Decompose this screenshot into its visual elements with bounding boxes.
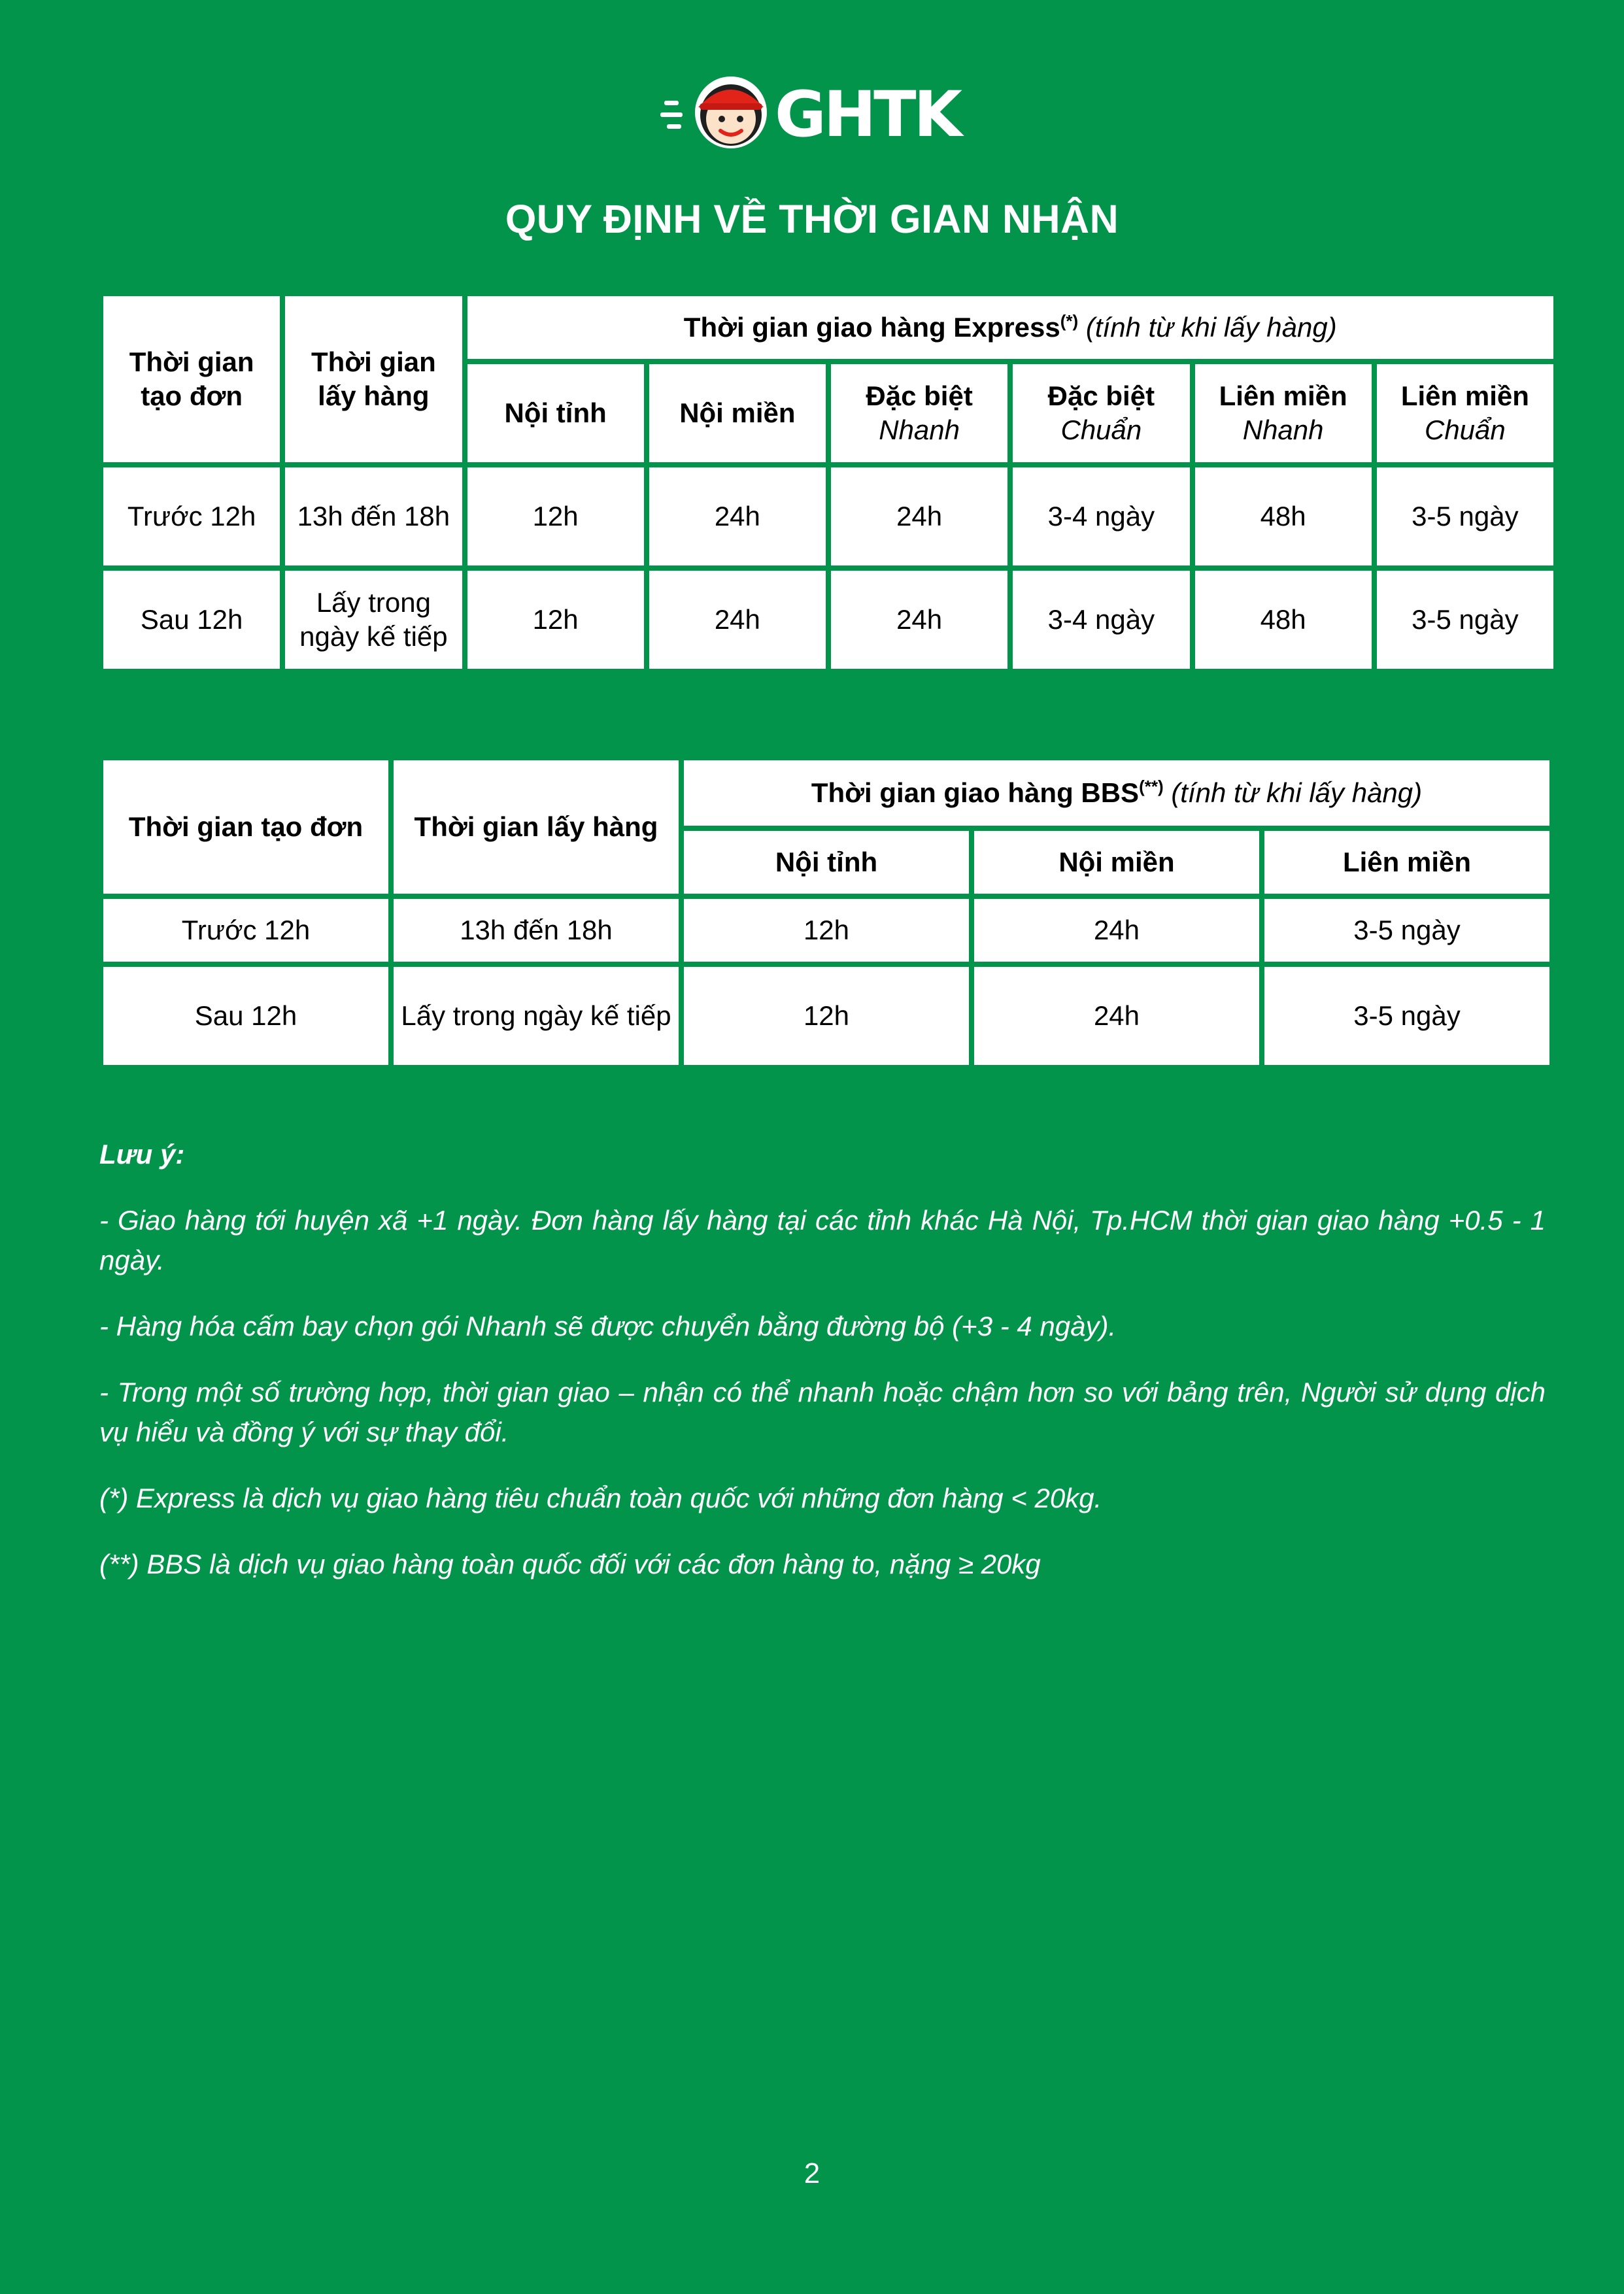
subheader-cell: Liên miền Chuẩn	[1377, 364, 1553, 462]
bbs-group-title: Thời gian giao hàng BBS	[811, 777, 1140, 808]
note-item: - Hàng hóa cấm bay chọn gói Nhanh sẽ được chuyển bằng đường bộ (+3 - 4 ngày).	[99, 1311, 1117, 1341]
subheader-cell: Nội tỉnh	[684, 831, 969, 894]
note-item: (**) BBS là dịch vụ giao hàng toàn quốc đối với các đơn hàng to, nặng ≥ 20kg	[99, 1549, 1041, 1579]
cell-value: 24h	[831, 467, 1007, 565]
note-item: - Trong một số trường hợp, thời gian giao – nhận có thể nhanh hoặc chậm hơn so với bảng trên, Người sử dụng dịch vụ hiểu và đồng ý với sự thay đổi.	[99, 1377, 1546, 1447]
cell-value: 12h	[467, 571, 644, 669]
cell-value: 3-5 ngày	[1377, 467, 1553, 565]
page-title: QUY ĐỊNH VỀ THỜI GIAN NHẬN	[505, 197, 1119, 241]
header-bbs-group	[684, 760, 1549, 826]
cell-value: 3-5 ngày	[1264, 899, 1549, 962]
table-row	[103, 899, 1549, 962]
cell-pickup: Lấy trong ngày kế tiếp	[394, 967, 679, 1065]
page-number: 2	[804, 2157, 820, 2189]
cell-value: 24h	[831, 571, 1007, 669]
express-group-sup: (*)	[1060, 311, 1079, 331]
cell-pickup: 13h đến 18h	[285, 467, 462, 565]
ghtk-logo	[660, 73, 968, 152]
cell-create: Sau 12h	[103, 571, 280, 669]
express-group-note: (tính từ khi lấy hàng)	[1085, 311, 1337, 343]
subheader-cell: Nội miền	[649, 364, 826, 462]
cell-value: 48h	[1195, 571, 1372, 669]
cell-create: Trước 12h	[103, 467, 280, 565]
cell-value: 3-4 ngày	[1013, 571, 1189, 669]
logo-wordmark: GHTK	[775, 78, 960, 151]
cell-value: 48h	[1195, 467, 1372, 565]
express-delivery-table	[98, 291, 1559, 674]
cell-value: 24h	[649, 571, 826, 669]
cell-value: 12h	[684, 967, 969, 1065]
cell-value: 3-4 ngày	[1013, 467, 1189, 565]
header-pickup-time: Thời gian lấy hàng	[285, 296, 462, 462]
header-express-group	[467, 296, 1554, 359]
table-row	[103, 467, 1553, 565]
cell-value: 12h	[467, 467, 644, 565]
cell-pickup: Lấy trong ngày kế tiếp	[285, 571, 462, 669]
cell-value: 24h	[649, 467, 826, 565]
note-item: - Giao hàng tới huyện xã +1 ngày. Đơn hàng lấy hàng tại các tỉnh khác Hà Nội, Tp.HCM thời gian giao hàng +0.5 - 1 ngày.	[99, 1205, 1546, 1275]
note-item: (*) Express là dịch vụ giao hàng tiêu chuẩn toàn quốc với những đơn hàng < 20kg.	[99, 1483, 1102, 1513]
cell-value: 3-5 ngày	[1377, 571, 1553, 669]
header-create-time: Thời gian tạo đơn	[103, 296, 280, 462]
express-group-title: Thời gian giao hàng Express	[683, 311, 1060, 343]
header-pickup-time: Thời gian lấy hàng	[394, 760, 679, 894]
cell-value: 24h	[974, 967, 1259, 1065]
subheader-cell: Liên miền	[1264, 831, 1549, 894]
table-row	[103, 571, 1553, 669]
cell-value: 24h	[974, 899, 1259, 962]
cell-create: Sau 12h	[103, 967, 388, 1065]
table-row	[103, 967, 1549, 1065]
header-create-time: Thời gian tạo đơn	[103, 760, 388, 894]
bbs-group-note: (tính từ khi lấy hàng)	[1171, 777, 1423, 808]
cell-value: 3-5 ngày	[1264, 967, 1549, 1065]
subheader-cell: Liên miền Nhanh	[1195, 364, 1372, 462]
notes-title: Lưu ý:	[99, 1139, 185, 1170]
subheader-cell: Nội tỉnh	[467, 364, 644, 462]
cell-create: Trước 12h	[103, 899, 388, 962]
cell-value: 12h	[684, 899, 969, 962]
cell-pickup: 13h đến 18h	[394, 899, 679, 962]
subheader-cell: Nội miền	[974, 831, 1259, 894]
subheader-cell: Đặc biệt Nhanh	[831, 364, 1007, 462]
notes-section	[99, 1134, 1546, 1610]
subheader-cell: Đặc biệt Chuẩn	[1013, 364, 1189, 462]
bbs-group-sup: (**)	[1139, 776, 1164, 796]
bbs-delivery-table	[98, 755, 1555, 1070]
